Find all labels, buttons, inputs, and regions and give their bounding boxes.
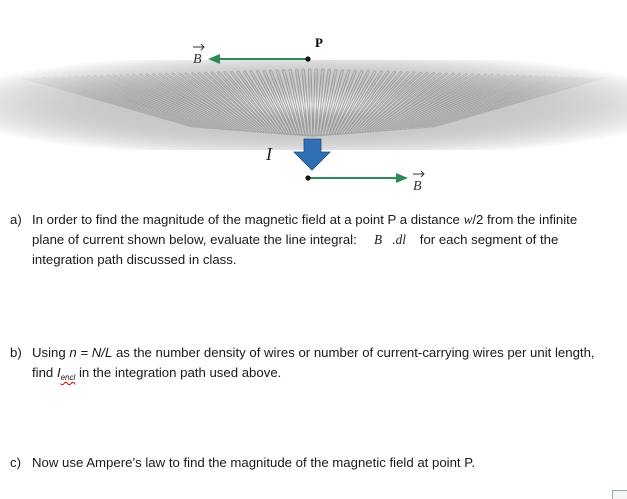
bottom-dot: [305, 175, 310, 180]
vector-hat-bottom: [413, 171, 424, 177]
question-b-text: [32, 343, 610, 388]
line-integral: ∮ B⃗.dl⃗: [360, 232, 417, 247]
question-b-part1: Using: [32, 345, 70, 360]
question-b-part2: as the number density of wires or number of current-carrying wires per unit length, find: [32, 345, 595, 380]
enclosed-current-subscript: encl: [60, 373, 76, 382]
question-c-part1: Now use Ampere’s law to find the magnitude of the magnetic field at point P.: [32, 455, 476, 470]
density-equation: n = N/L: [69, 345, 113, 360]
question-a-part2: /2 from the infinite plane of current shown below, evaluate the line integral:: [32, 212, 578, 247]
question-c-text: [32, 453, 610, 473]
current-sheet-figure: [0, 0, 627, 200]
question-a: [10, 210, 610, 270]
question-a-text: [32, 210, 610, 270]
variable-w: w: [463, 212, 473, 227]
point-p-label: P: [315, 35, 323, 50]
enclosed-current-symbol: I: [56, 365, 61, 380]
field-label-bottom: B: [413, 179, 422, 194]
field-label-top: B: [193, 52, 202, 67]
question-a-part1: In order to find the magnitude of the magnetic field at a point P a distance: [32, 212, 464, 227]
field-arrowhead-bottom: [396, 173, 408, 183]
question-c: [10, 453, 610, 473]
question-b-part3: in the integration path used above.: [75, 365, 282, 380]
current-label: I: [266, 144, 272, 164]
sheet-fade: [0, 60, 627, 150]
question-a-part3: for each segment of the integration path discussed in class.: [32, 232, 559, 267]
question-b: [10, 343, 610, 388]
corner-scroll-tab[interactable]: [612, 490, 627, 499]
vector-hat-top: [193, 44, 204, 50]
question-b-label: b): [10, 345, 22, 360]
question-a-label: a): [10, 212, 22, 227]
question-c-label: c): [10, 455, 21, 470]
point-p-dot: [305, 56, 310, 61]
